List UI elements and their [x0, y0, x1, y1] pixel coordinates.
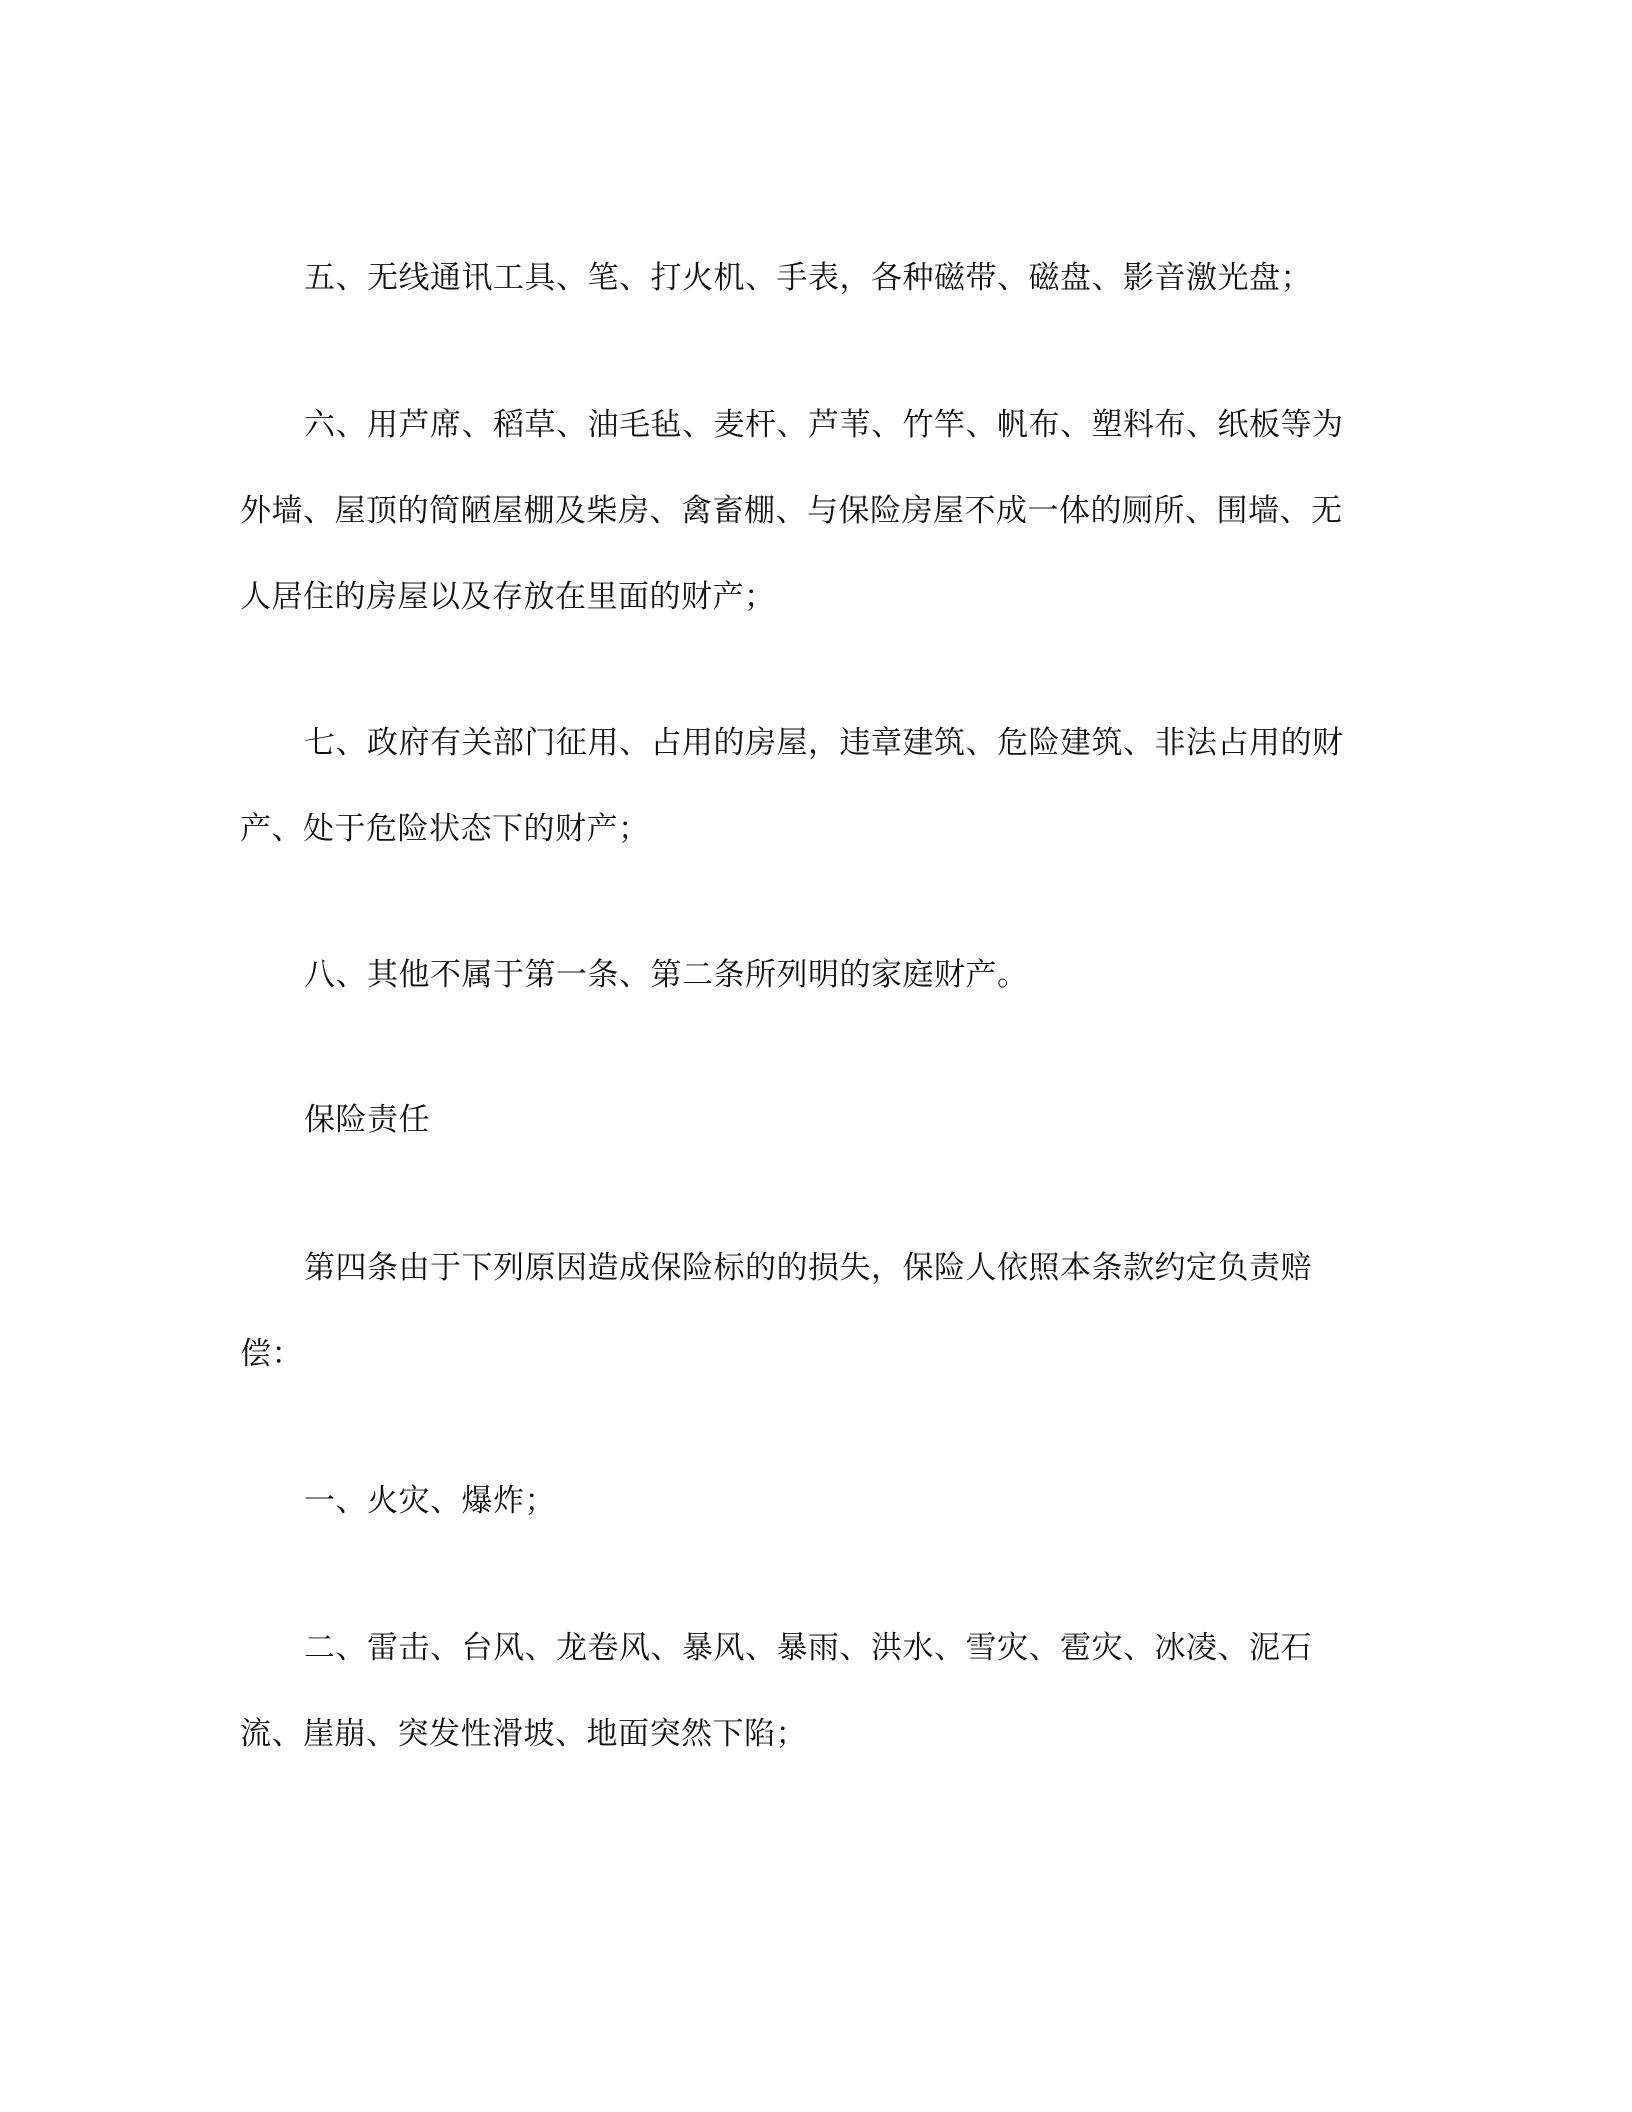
section-heading — [240, 1077, 1380, 1163]
text-line: 七、政府有关部门征用、占用的房屋，违章建筑、危险建筑、非法占用的财 — [304, 725, 1344, 761]
text-line: 六、用芦席、稻草、油毛毡、麦杆、芦苇、竹竿、帆布、塑料布、纸板等为 — [304, 407, 1344, 443]
paragraph-article-4 — [240, 1225, 1380, 1397]
text-line: 八、其他不属于第一条、第二条所列明的家庭财产。 — [304, 957, 1029, 993]
text-line: 二、雷击、台风、龙卷风、暴风、暴雨、洪水、雪灾、雹灾、冰凌、泥石 — [304, 1630, 1312, 1666]
text-line: 外墙、屋顶的简陋屋棚及柴房、禽畜棚、与保险房屋不成一体的厕所、围墙、无 — [240, 493, 1343, 529]
paragraph-cause-1 — [240, 1458, 1380, 1544]
text-line: 偿： — [240, 1336, 303, 1372]
paragraph-item-7 — [240, 700, 1380, 872]
paragraph-item-6 — [240, 382, 1380, 640]
text-line: 产、处于危险状态下的财产； — [240, 811, 650, 847]
text-line: 第四条由于下列原因造成保险标的的损失，保险人依照本条款约定负责赔 — [304, 1250, 1312, 1286]
text-line: 人居住的房屋以及存放在里面的财产； — [240, 579, 776, 615]
paragraph-item-5 — [240, 235, 1380, 321]
paragraph-item-8 — [240, 932, 1380, 1018]
text-line: 保险责任 — [304, 1102, 430, 1138]
text-line: 流、崖崩、突发性滑坡、地面突然下陷； — [240, 1716, 807, 1752]
paragraph-cause-2 — [240, 1605, 1380, 1777]
text-line: 五、无线通讯工具、笔、打火机、手表，各种磁带、磁盘、影音激光盘； — [304, 260, 1312, 296]
text-line: 一、火灾、爆炸； — [304, 1483, 556, 1519]
